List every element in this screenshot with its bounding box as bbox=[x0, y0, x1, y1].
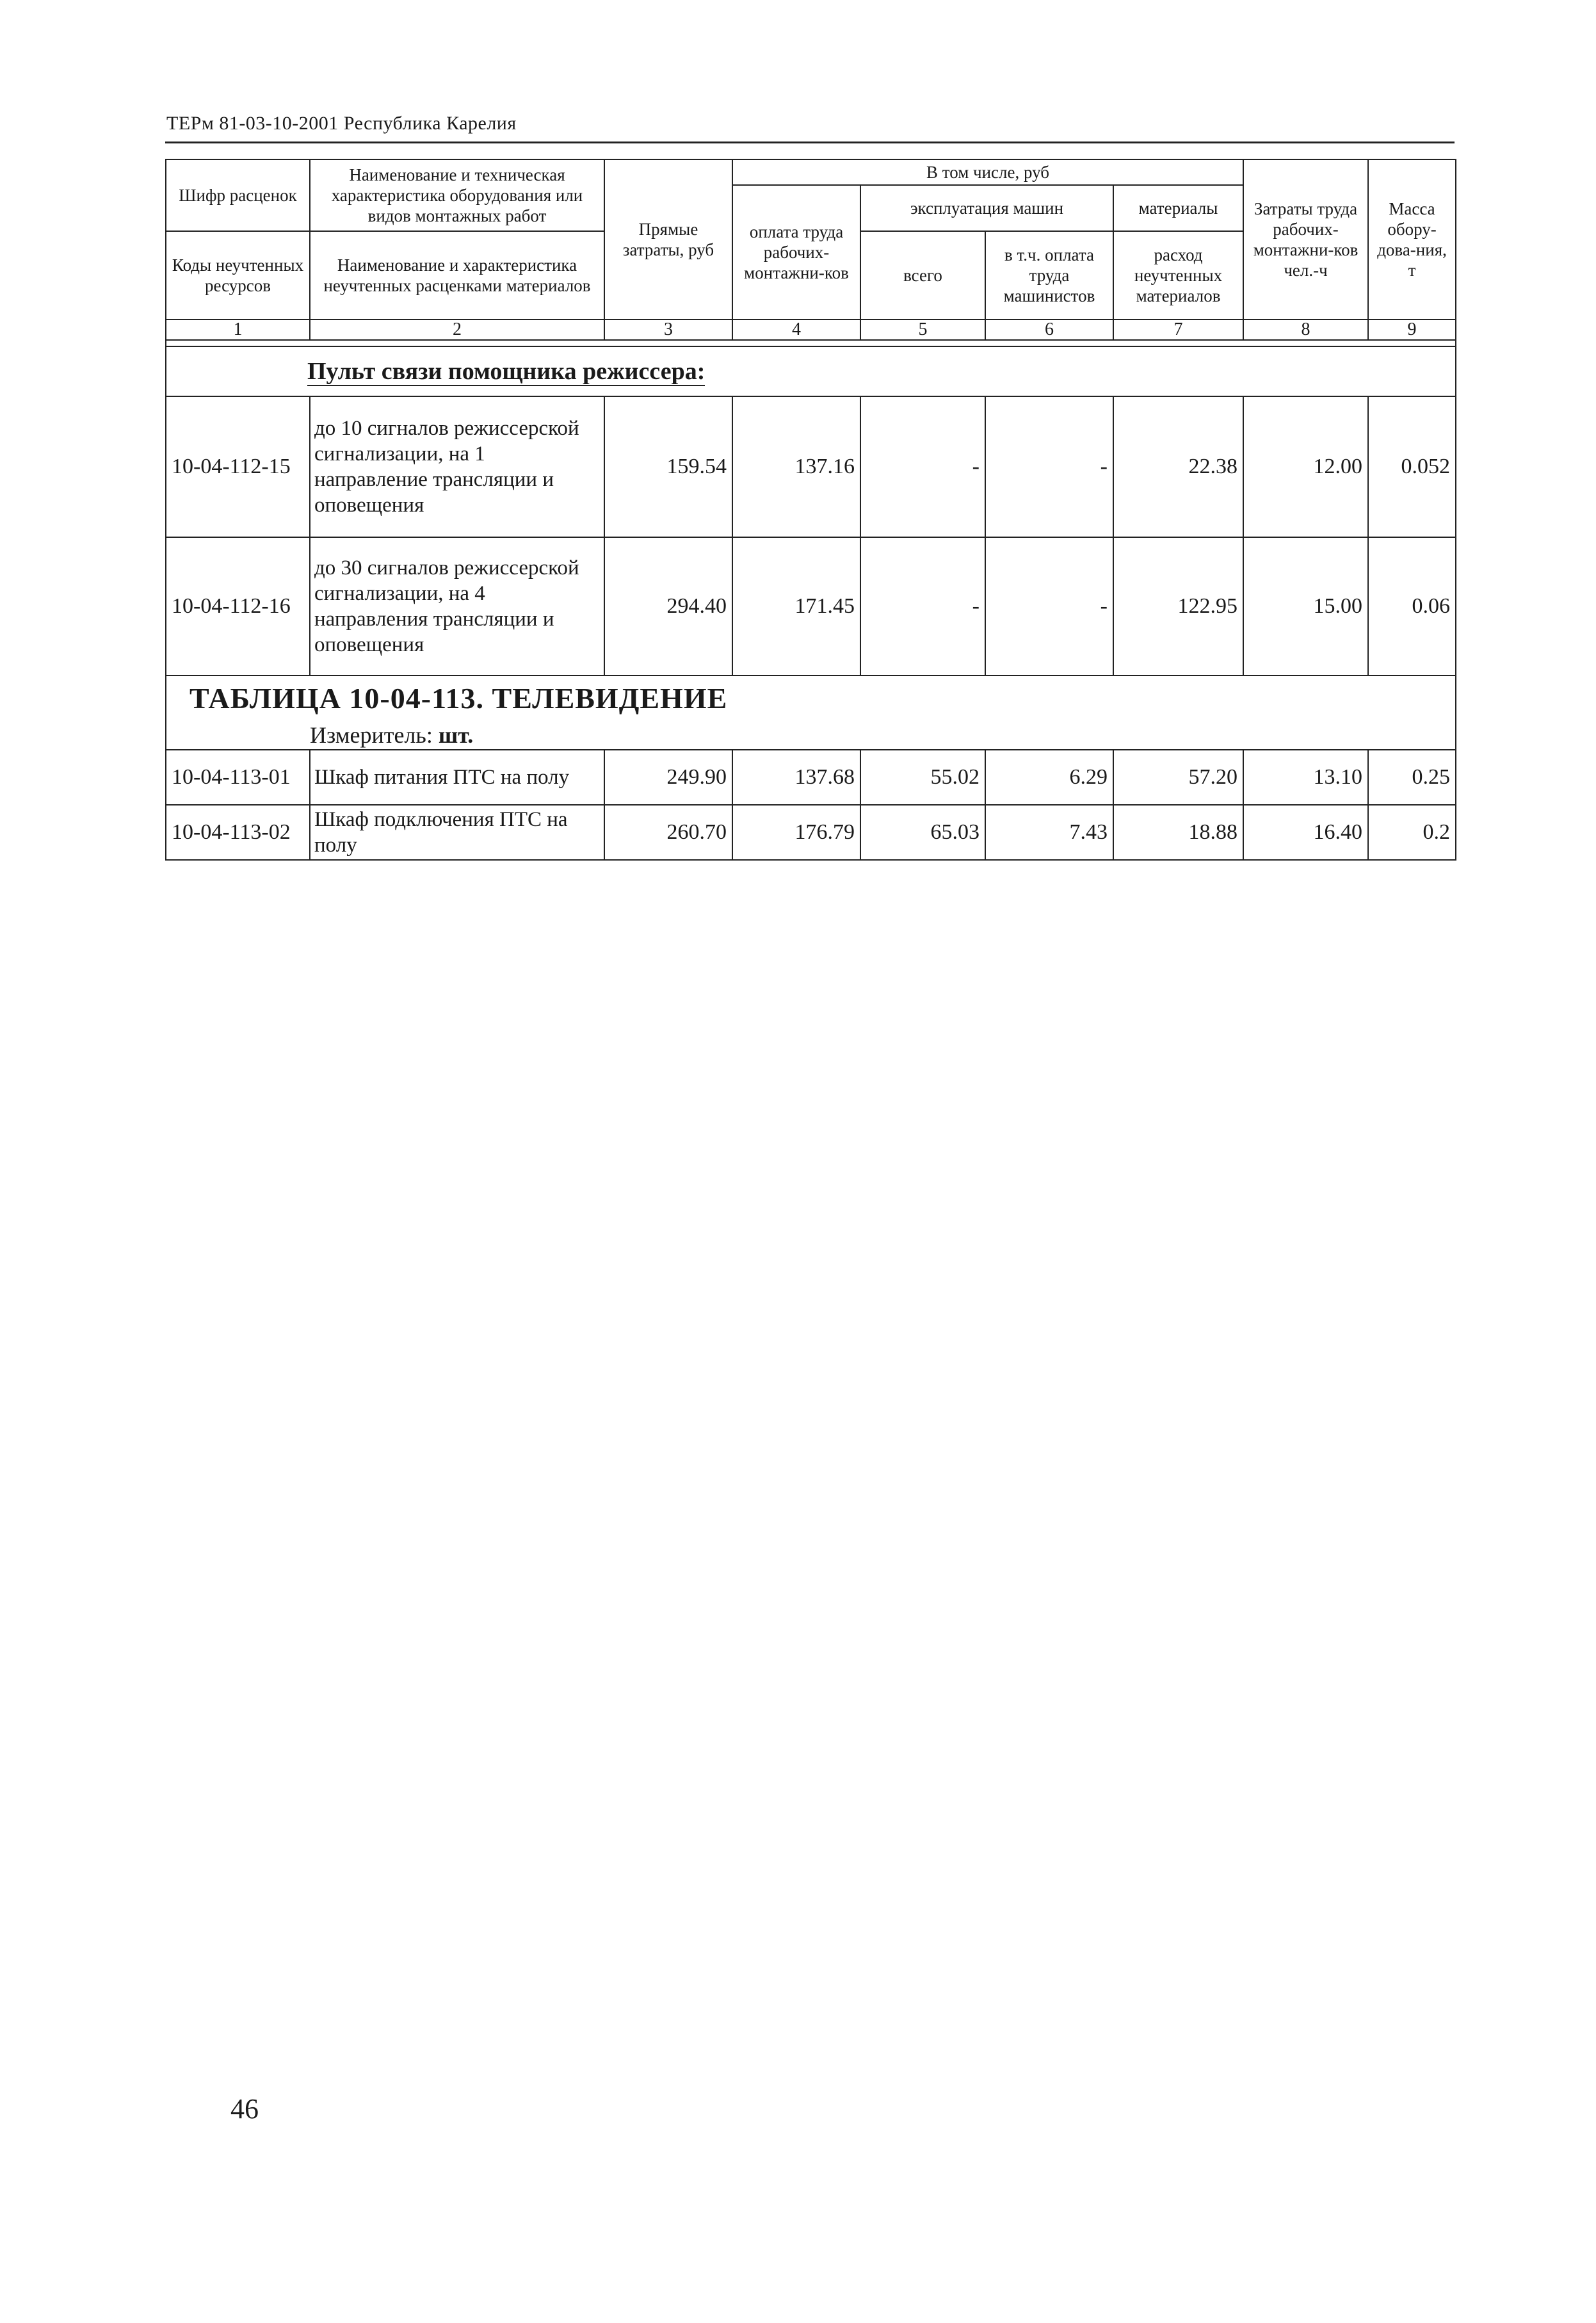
row-mass: 0.25 bbox=[1368, 750, 1456, 805]
header-direct-costs: Прямые затраты, руб bbox=[604, 159, 732, 320]
table-row bbox=[166, 805, 1456, 860]
rates-table-container bbox=[165, 159, 1455, 861]
header-equipment-mass: Масса обору-дова-ния, т bbox=[1368, 159, 1456, 320]
row-labor-hours: 13.10 bbox=[1243, 750, 1368, 805]
row-labor-pay: 176.79 bbox=[732, 805, 860, 860]
spacer-row bbox=[166, 340, 1456, 346]
row-name: Шкаф подключения ПТС на полу bbox=[310, 805, 604, 860]
section-title-text: Пульт связи помощника режиссера: bbox=[307, 358, 705, 385]
unit-label: Измеритель: bbox=[310, 722, 433, 748]
table-title: ТАБЛИЦА 10-04-113. ТЕЛЕВИДЕНИЕ bbox=[189, 682, 728, 715]
row-code: 10-04-112-16 bbox=[166, 537, 310, 676]
row-materials: 57.20 bbox=[1113, 750, 1243, 805]
unit-value: шт. bbox=[438, 722, 474, 748]
row-machine-labor: 6.29 bbox=[985, 750, 1113, 805]
header-rule bbox=[165, 142, 1455, 143]
column-number: 7 bbox=[1113, 320, 1243, 340]
row-labor-hours: 12.00 bbox=[1243, 396, 1368, 537]
row-mass: 0.06 bbox=[1368, 537, 1456, 676]
row-materials: 122.95 bbox=[1113, 537, 1243, 676]
row-code: 10-04-113-01 bbox=[166, 750, 310, 805]
row-direct-costs: 260.70 bbox=[604, 805, 732, 860]
row-name: до 10 сигналов режиссерской сигнализации, на 1 направление трансляции и оповещения bbox=[310, 396, 604, 537]
column-number: 3 bbox=[604, 320, 732, 340]
header-code-top: Шифр расценок bbox=[166, 159, 310, 231]
header-including: В том числе, руб bbox=[732, 159, 1243, 185]
rates-table bbox=[165, 159, 1456, 861]
row-labor-hours: 16.40 bbox=[1243, 805, 1368, 860]
row-mass: 0.052 bbox=[1368, 396, 1456, 537]
row-labor-pay: 171.45 bbox=[732, 537, 860, 676]
row-machine-labor: 7.43 bbox=[985, 805, 1113, 860]
page-number: 46 bbox=[230, 2093, 259, 2125]
row-materials: 22.38 bbox=[1113, 396, 1243, 537]
row-machines: 65.03 bbox=[860, 805, 985, 860]
table-row bbox=[166, 537, 1456, 676]
row-name: Шкаф питания ПТС на полу bbox=[310, 750, 604, 805]
header-code-bottom: Коды неучтенных ресурсов bbox=[166, 231, 310, 320]
column-number: 1 bbox=[166, 320, 310, 340]
row-labor-hours: 15.00 bbox=[1243, 537, 1368, 676]
row-materials: 18.88 bbox=[1113, 805, 1243, 860]
column-number: 4 bbox=[732, 320, 860, 340]
row-mass: 0.2 bbox=[1368, 805, 1456, 860]
row-direct-costs: 249.90 bbox=[604, 750, 732, 805]
row-machine-labor: - bbox=[985, 396, 1113, 537]
header-materials: материалы bbox=[1113, 185, 1243, 231]
header-labor-pay: оплата труда рабочих-монтажни-ков bbox=[732, 185, 860, 320]
document-header: ТЕРм 81-03-10-2001 Республика Карелия bbox=[166, 113, 517, 134]
section-title bbox=[166, 346, 1456, 396]
header-machine-ops: эксплуатация машин bbox=[860, 185, 1113, 231]
header-machine-labor: в т.ч. оплата труда машинистов bbox=[985, 231, 1113, 320]
column-numbers-row bbox=[166, 320, 1456, 340]
header-materials-unaccounted: расход неучтенных материалов bbox=[1113, 231, 1243, 320]
header-name-top: Наименование и техническая характеристика оборудования или видов монтажных работ bbox=[310, 159, 604, 231]
table-row bbox=[166, 750, 1456, 805]
unit-line bbox=[166, 721, 1455, 749]
row-labor-pay: 137.68 bbox=[732, 750, 860, 805]
row-code: 10-04-113-02 bbox=[166, 805, 310, 860]
column-number: 2 bbox=[310, 320, 604, 340]
row-machines: - bbox=[860, 537, 985, 676]
row-labor-pay: 137.16 bbox=[732, 396, 860, 537]
row-machines: 55.02 bbox=[860, 750, 985, 805]
column-number: 9 bbox=[1368, 320, 1456, 340]
row-code: 10-04-112-15 bbox=[166, 396, 310, 537]
column-number: 6 bbox=[985, 320, 1113, 340]
column-number: 5 bbox=[860, 320, 985, 340]
header-labor-costs: Затраты труда рабочих-монтажни-ков чел.-ч bbox=[1243, 159, 1368, 320]
row-machine-labor: - bbox=[985, 537, 1113, 676]
row-machines: - bbox=[860, 396, 985, 537]
row-name: до 30 сигналов режиссерской сигнализации, на 4 направления трансляции и оповещения bbox=[310, 537, 604, 676]
row-direct-costs: 159.54 bbox=[604, 396, 732, 537]
table-row bbox=[166, 396, 1456, 537]
column-number: 8 bbox=[1243, 320, 1368, 340]
header-machine-total: всего bbox=[860, 231, 985, 320]
row-direct-costs: 294.40 bbox=[604, 537, 732, 676]
header-name-bottom: Наименование и характеристика неучтенных расценками материалов bbox=[310, 231, 604, 320]
